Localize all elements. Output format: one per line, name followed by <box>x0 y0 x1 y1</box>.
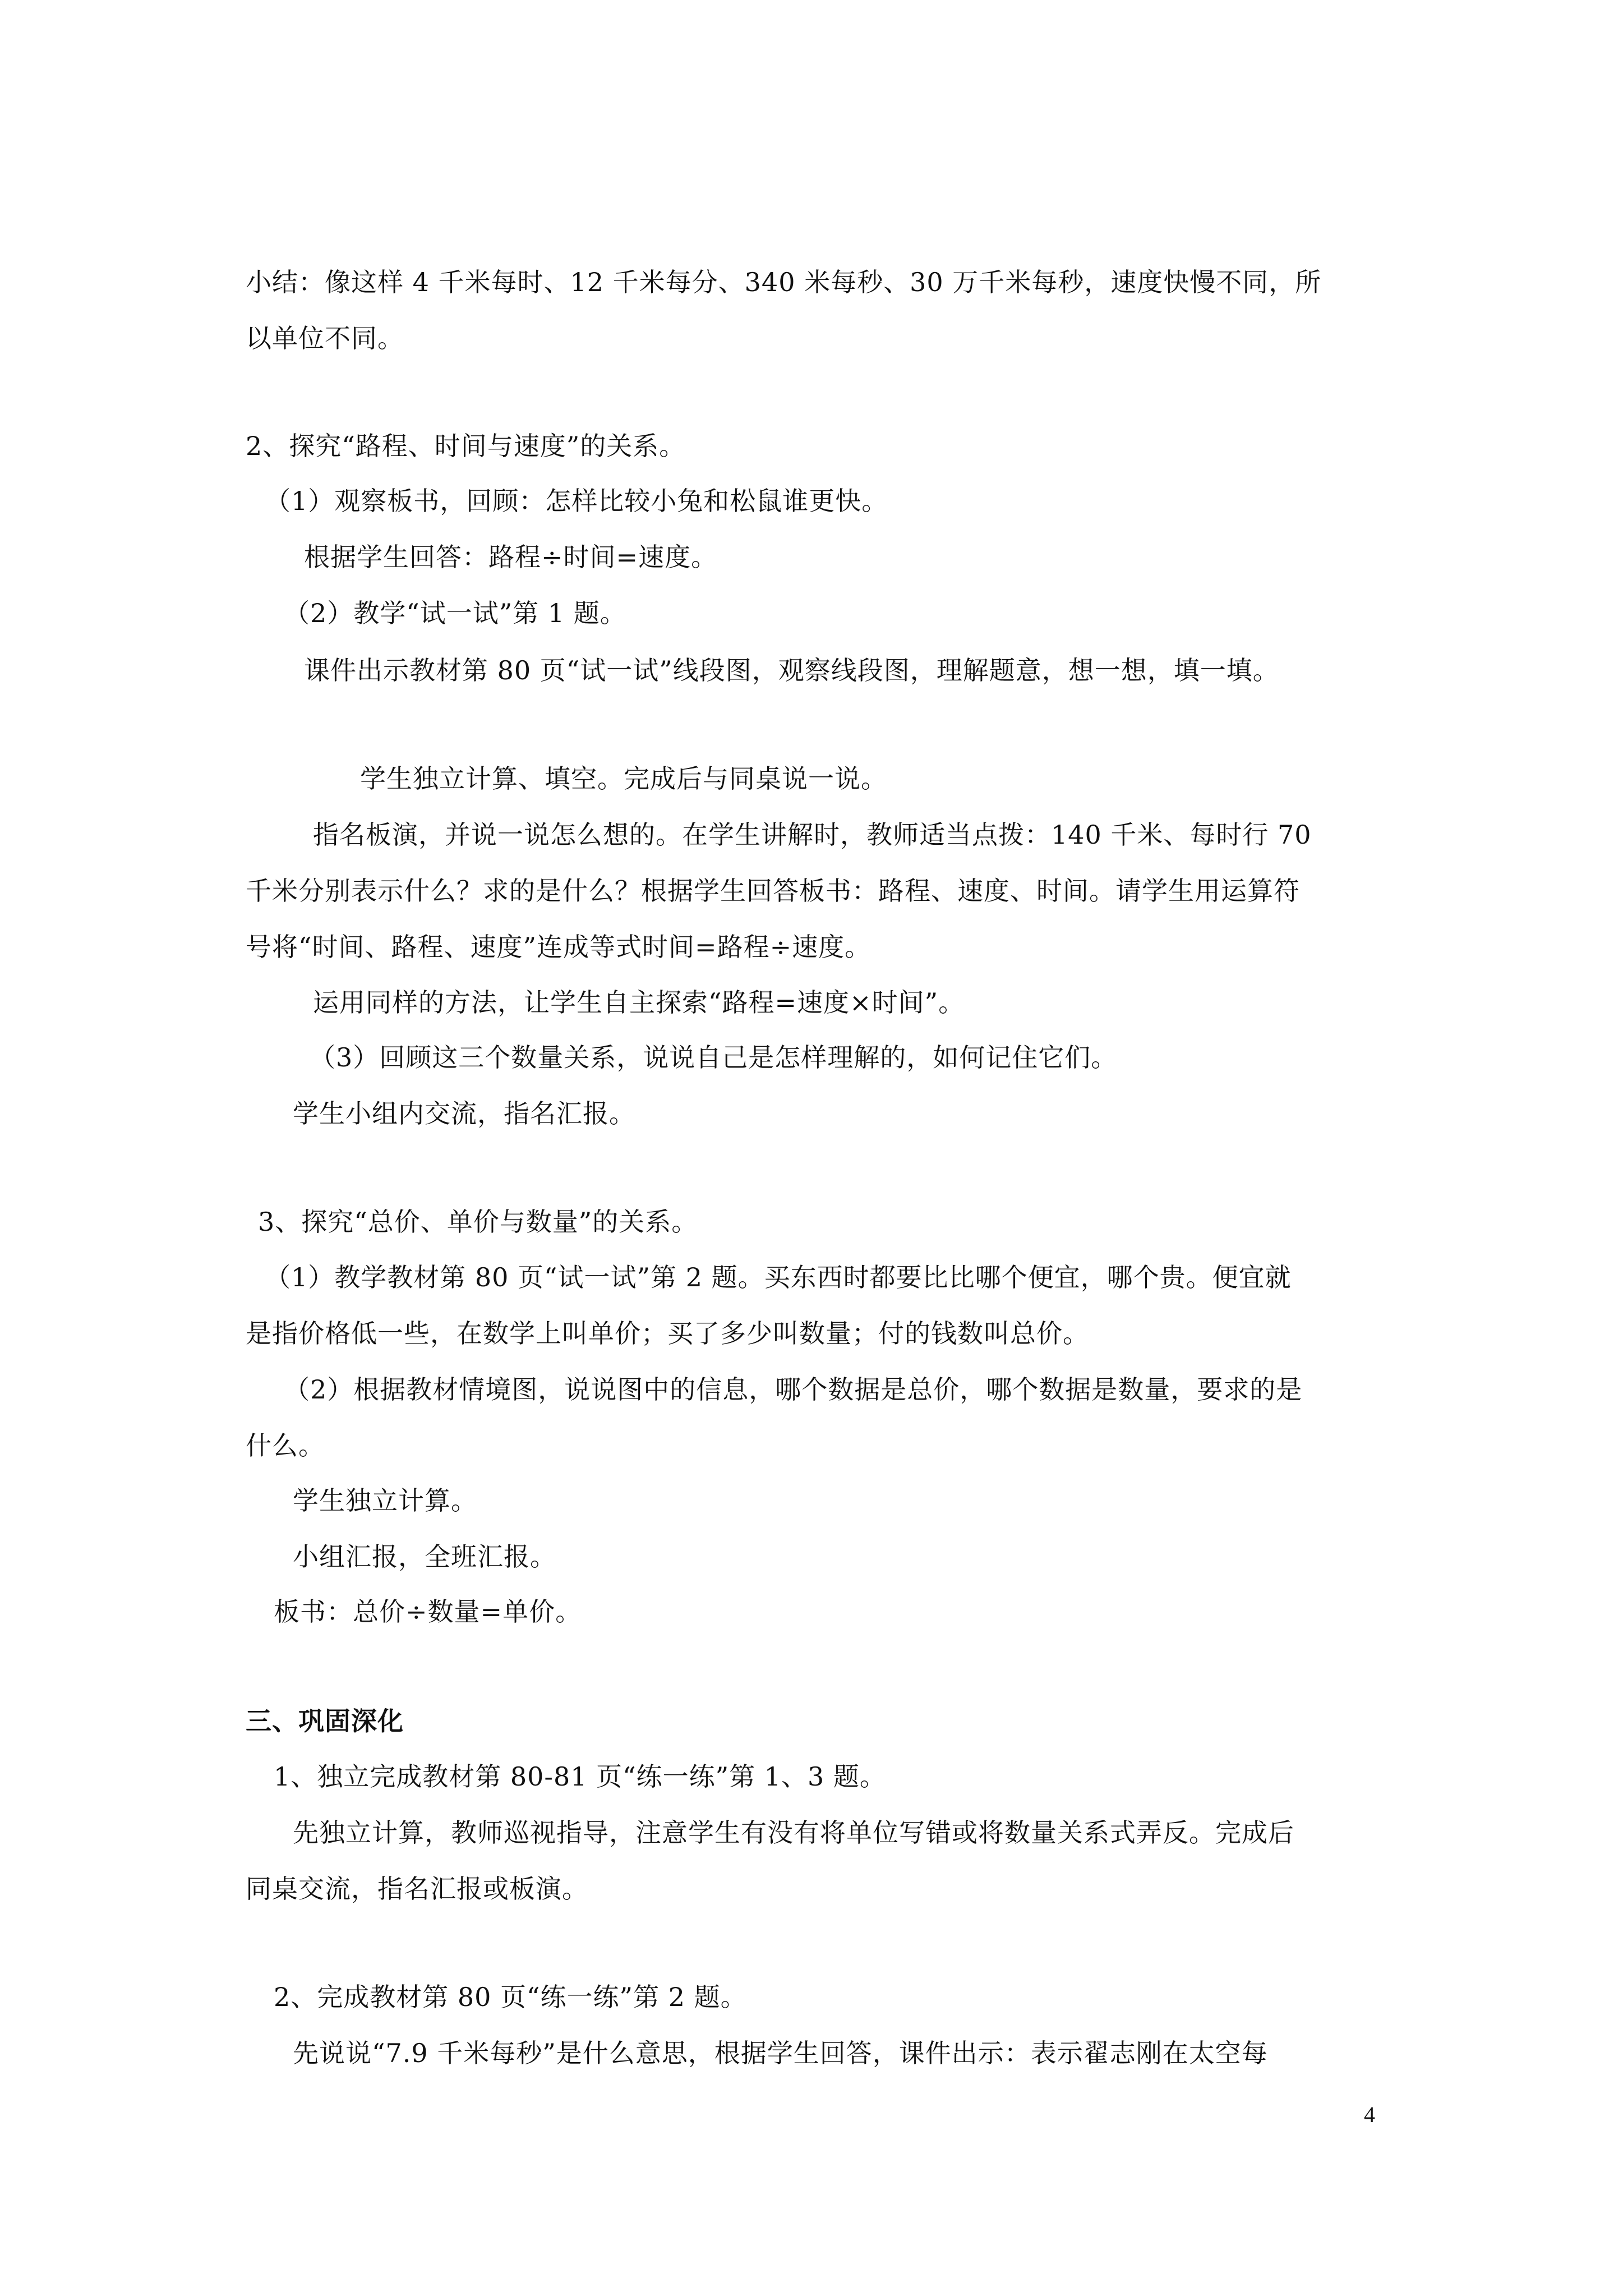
page-number: 4 <box>1364 2102 1375 2127</box>
text-line: （1）观察板书，回顾：怎样比较小兔和松鼠谁更快。 <box>265 486 888 516</box>
text-line: 以单位不同。 <box>246 323 404 353</box>
text-line: 运用同样的方法，让学生自主探索“路程=速度×时间”。 <box>313 987 965 1018</box>
text-line: 板书：总价÷数量=单价。 <box>274 1596 582 1627</box>
section-title: 三、巩固深化 <box>246 1706 404 1736</box>
section-heading: 2、探究“路程、时间与速度”的关系。 <box>246 431 686 461</box>
text-line: 小结：像这样 4 千米每时、12 千米每分、340 米每秒、30 万千米每秒，速度快慢不同，所 <box>246 267 1322 297</box>
text-line: 号将“时间、路程、速度”连成等式时间=路程÷速度。 <box>246 932 872 962</box>
section-heading: 3、探究“总价、单价与数量”的关系。 <box>258 1207 698 1237</box>
text-line: （1）教学教材第 80 页“试一试”第 2 题。买东西时都要比比哪个便宜，哪个贵。便宜就 <box>265 1262 1292 1292</box>
text-line: 先说说“7.9 千米每秒”是什么意思，根据学生回答，课件出示：表示翟志刚在太空每 <box>293 2038 1268 2068</box>
text-line: 千米分别表示什么？求的是什么？根据学生回答板书：路程、速度、时间。请学生用运算符 <box>246 876 1300 906</box>
section-heading: 2、完成教材第 80 页“练一练”第 2 题。 <box>274 1982 747 2012</box>
text-line: 同桌交流，指名汇报或板演。 <box>246 1874 588 1904</box>
text-line: 课件出示教材第 80 页“试一试”线段图，观察线段图，理解题意，想一想，填一填。 <box>304 655 1279 685</box>
text-line: 小组汇报，全班汇报。 <box>293 1542 556 1572</box>
text-line: 先独立计算，教师巡视指导，注意学生有没有将单位写错或将数量关系式弄反。完成后 <box>293 1818 1294 1848</box>
text-line: （2）教学“试一试”第 1 题。 <box>284 598 626 628</box>
text-line: 根据学生回答：路程÷时间=速度。 <box>304 542 718 572</box>
text-line: 什么。 <box>246 1430 325 1461</box>
text-line: 学生独立计算。 <box>293 1485 477 1516</box>
text-line: 学生小组内交流，指名汇报。 <box>293 1098 635 1129</box>
text-line: （2）根据教材情境图，说说图中的信息，哪个数据是总价，哪个数据是数量，要求的是 <box>284 1374 1303 1405</box>
text-line: 指名板演，并说一说怎么想的。在学生讲解时，教师适当点拨：140 千米、每时行 70 <box>313 820 1312 850</box>
text-line: 学生独立计算、填空。完成后与同桌说一说。 <box>360 763 887 794</box>
text-line: 是指价格低一些，在数学上叫单价；买了多少叫数量；付的钱数叫总价。 <box>246 1318 1089 1349</box>
text-line: （3）回顾这三个数量关系，说说自己是怎样理解的，如何记住它们。 <box>310 1042 1118 1073</box>
text-line: 1、独立完成教材第 80-81 页“练一练”第 1、3 题。 <box>274 1761 886 1792</box>
